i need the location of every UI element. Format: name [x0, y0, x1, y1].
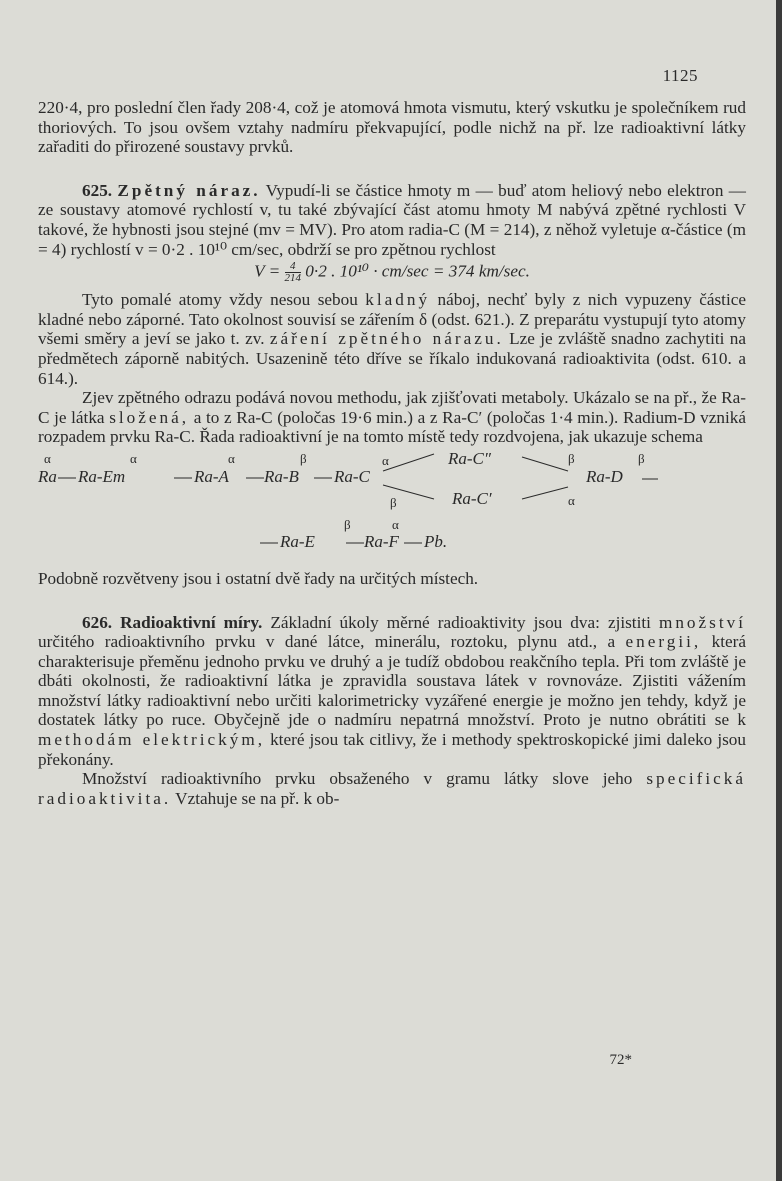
paragraph-intro: 220·4, pro poslední člen řady 208·4, což je atomová hmota vismutu, který vskutku je společníkem rud thoriových. To jsou ovšem vztahy nadmíru překvapující, podle nichž na př. lze radioaktivní látky zařaditi do přirozené soustavy prvků. [38, 98, 746, 157]
fraction-denominator: 214 [284, 272, 301, 285]
section-625-text: Vypudí-li se částice hmoty m — buď atom heliový nebo elektron — ze soustavy atomové rychlostí v, tu také zbývající část atomu hmoty M nabývá zpětné rychlosti V takové, že hybnosti jsou stejné (mv = MV). Pro atom radia-C (M = 214), z něhož vyletuje α-částice (m = 4) rychlostí v = 0·2 . 10¹⁰ cm/sec, obdrží se pro zpětnou rychlost [38, 180, 746, 259]
text-run: určitého radioaktivního prvku v dané látce, minerálu, roztoku, plynu atd., a [38, 632, 626, 652]
alpha-label: α [130, 450, 137, 466]
beta-label: β [568, 450, 575, 466]
alpha-label: α [568, 492, 575, 508]
scheme-ra-a: Ra-A [194, 466, 229, 486]
scheme-ra: Ra [38, 466, 57, 486]
beta-label: β [300, 450, 307, 466]
text-run: která charakterisuje přeměnu jednoho prvku ve druhý a je tudíž obdobou reakčního tepla. Při tom zvláště je dbáti okolnosti, že radioaktivní látka je zpravidla soustava látek v rovnováze. Zjistiti vážením množství látky radioaktivní nebo určiti kalorimetricky vyzářené energie je možno jen tehdy, když je dostatek látky po ruce. Obyčejně jde o nadmíru nepatrná množství. Proto je nutno obrátiti se k [38, 632, 746, 730]
paragraph-section-625 [38, 181, 746, 259]
scheme-ra-d: Ra-D [586, 466, 623, 486]
emphasis-mnozstvi: množství [658, 612, 746, 632]
text-run: Základní úkoly měrné radioaktivity jsou dva: zjistiti [270, 612, 659, 632]
emphasis-zareni: záření zpětného nárazu. [269, 329, 504, 349]
scheme-ra-em: Ra-Em [78, 466, 126, 486]
scheme-ra-c-double-prime: Ra-C″ [448, 448, 491, 468]
formula-lhs: V = [254, 261, 285, 281]
decay-scheme [38, 449, 746, 565]
beta-label: β [390, 494, 397, 510]
paragraph-specific-activity [38, 769, 746, 808]
text-run: Množství radioaktivního prvku obsaženého v gramu látky slove jeho [82, 769, 647, 789]
signature-mark: 72* [609, 1052, 632, 1068]
emphasis-kladny: kladný [365, 290, 431, 310]
scheme-ra-c: Ra-C [334, 466, 370, 486]
beta-label: β [638, 450, 645, 466]
alpha-label: α [228, 450, 235, 466]
recoil-velocity-formula [38, 261, 746, 284]
scheme-ra-e: Ra-E [280, 531, 315, 551]
paragraph-branching: Podobně rozvětveny jsou i ostatní dvě řady na určitých místech. [38, 568, 479, 588]
scheme-ra-b: Ra-B [264, 466, 299, 486]
alpha-label: α [392, 516, 399, 532]
scheme-ra-f: Ra-F [364, 531, 399, 551]
section-626-number: 626. [82, 612, 113, 632]
fraction-numerator: 4 [285, 261, 302, 273]
scheme-pb: Pb. [424, 531, 448, 551]
emphasis-energii: energii, [625, 632, 702, 652]
alpha-label: α [382, 452, 389, 468]
paragraph-recoil-atoms [38, 290, 746, 388]
formula-rhs: 0·2 . 10¹⁰ · cm/sec = 374 km/sec. [305, 261, 530, 281]
paragraph-metaboly [38, 388, 746, 447]
text-run: Tyto pomalé atomy vždy nesou sebou [82, 290, 366, 310]
text-run: náboj, nechť byly z nich vypuzeny částice kladné nebo záporné. Tato okolnost souvisí se zářením δ (odst. 621.). Z preparátu vystupují tyto atomy všemi směry a jeví se jako t. zv. [38, 290, 746, 349]
scheme-ra-c-prime: Ra-C′ [452, 488, 492, 508]
emphasis-methodam: methodám elektrickým, [38, 730, 266, 750]
emphasis-specificka: specifická radioaktivita. [38, 769, 746, 808]
text-run: a to z Ra-C (poločas 19·6 min.) a z Ra-C′ (poločas 1·4 min.). Radium-D vzniká rozpadem prvku Ra-C. Řada radioaktivní je na tomto místě tedy rozdvojena, jak ukazuje schema [38, 407, 746, 447]
text-run: Vztahuje se na př. k ob- [171, 788, 340, 808]
page-edge [776, 0, 782, 1181]
section-625-number: 625. [82, 180, 113, 200]
alpha-label: α [44, 450, 51, 466]
text-run: které jsou tak citlivy, že i methody spektroskopické jimi daleko jsou překonány. [38, 730, 746, 769]
formula-fraction [285, 261, 302, 284]
paragraph-section-626 [38, 613, 746, 770]
beta-label: β [344, 516, 351, 532]
text-body [38, 98, 746, 808]
section-625-title: Zpětný náraz. [117, 180, 261, 200]
text-run: Lze je zvláště snadno zachytiti na předmětech záporně nabitých. Usazenině této dříve se říkalo indukovaná radioaktivita (odst. 610. a 614.). [38, 329, 747, 388]
text-run: Zjev zpětného odrazu podává novou methodu, jak zjišťovati metaboly. Ukázalo se na př., že Ra-C je látka [38, 388, 746, 427]
page-number: 1125 [662, 66, 698, 85]
emphasis-slozena: složená, [109, 407, 190, 427]
section-626-title: Radioaktivní míry. [120, 612, 263, 632]
